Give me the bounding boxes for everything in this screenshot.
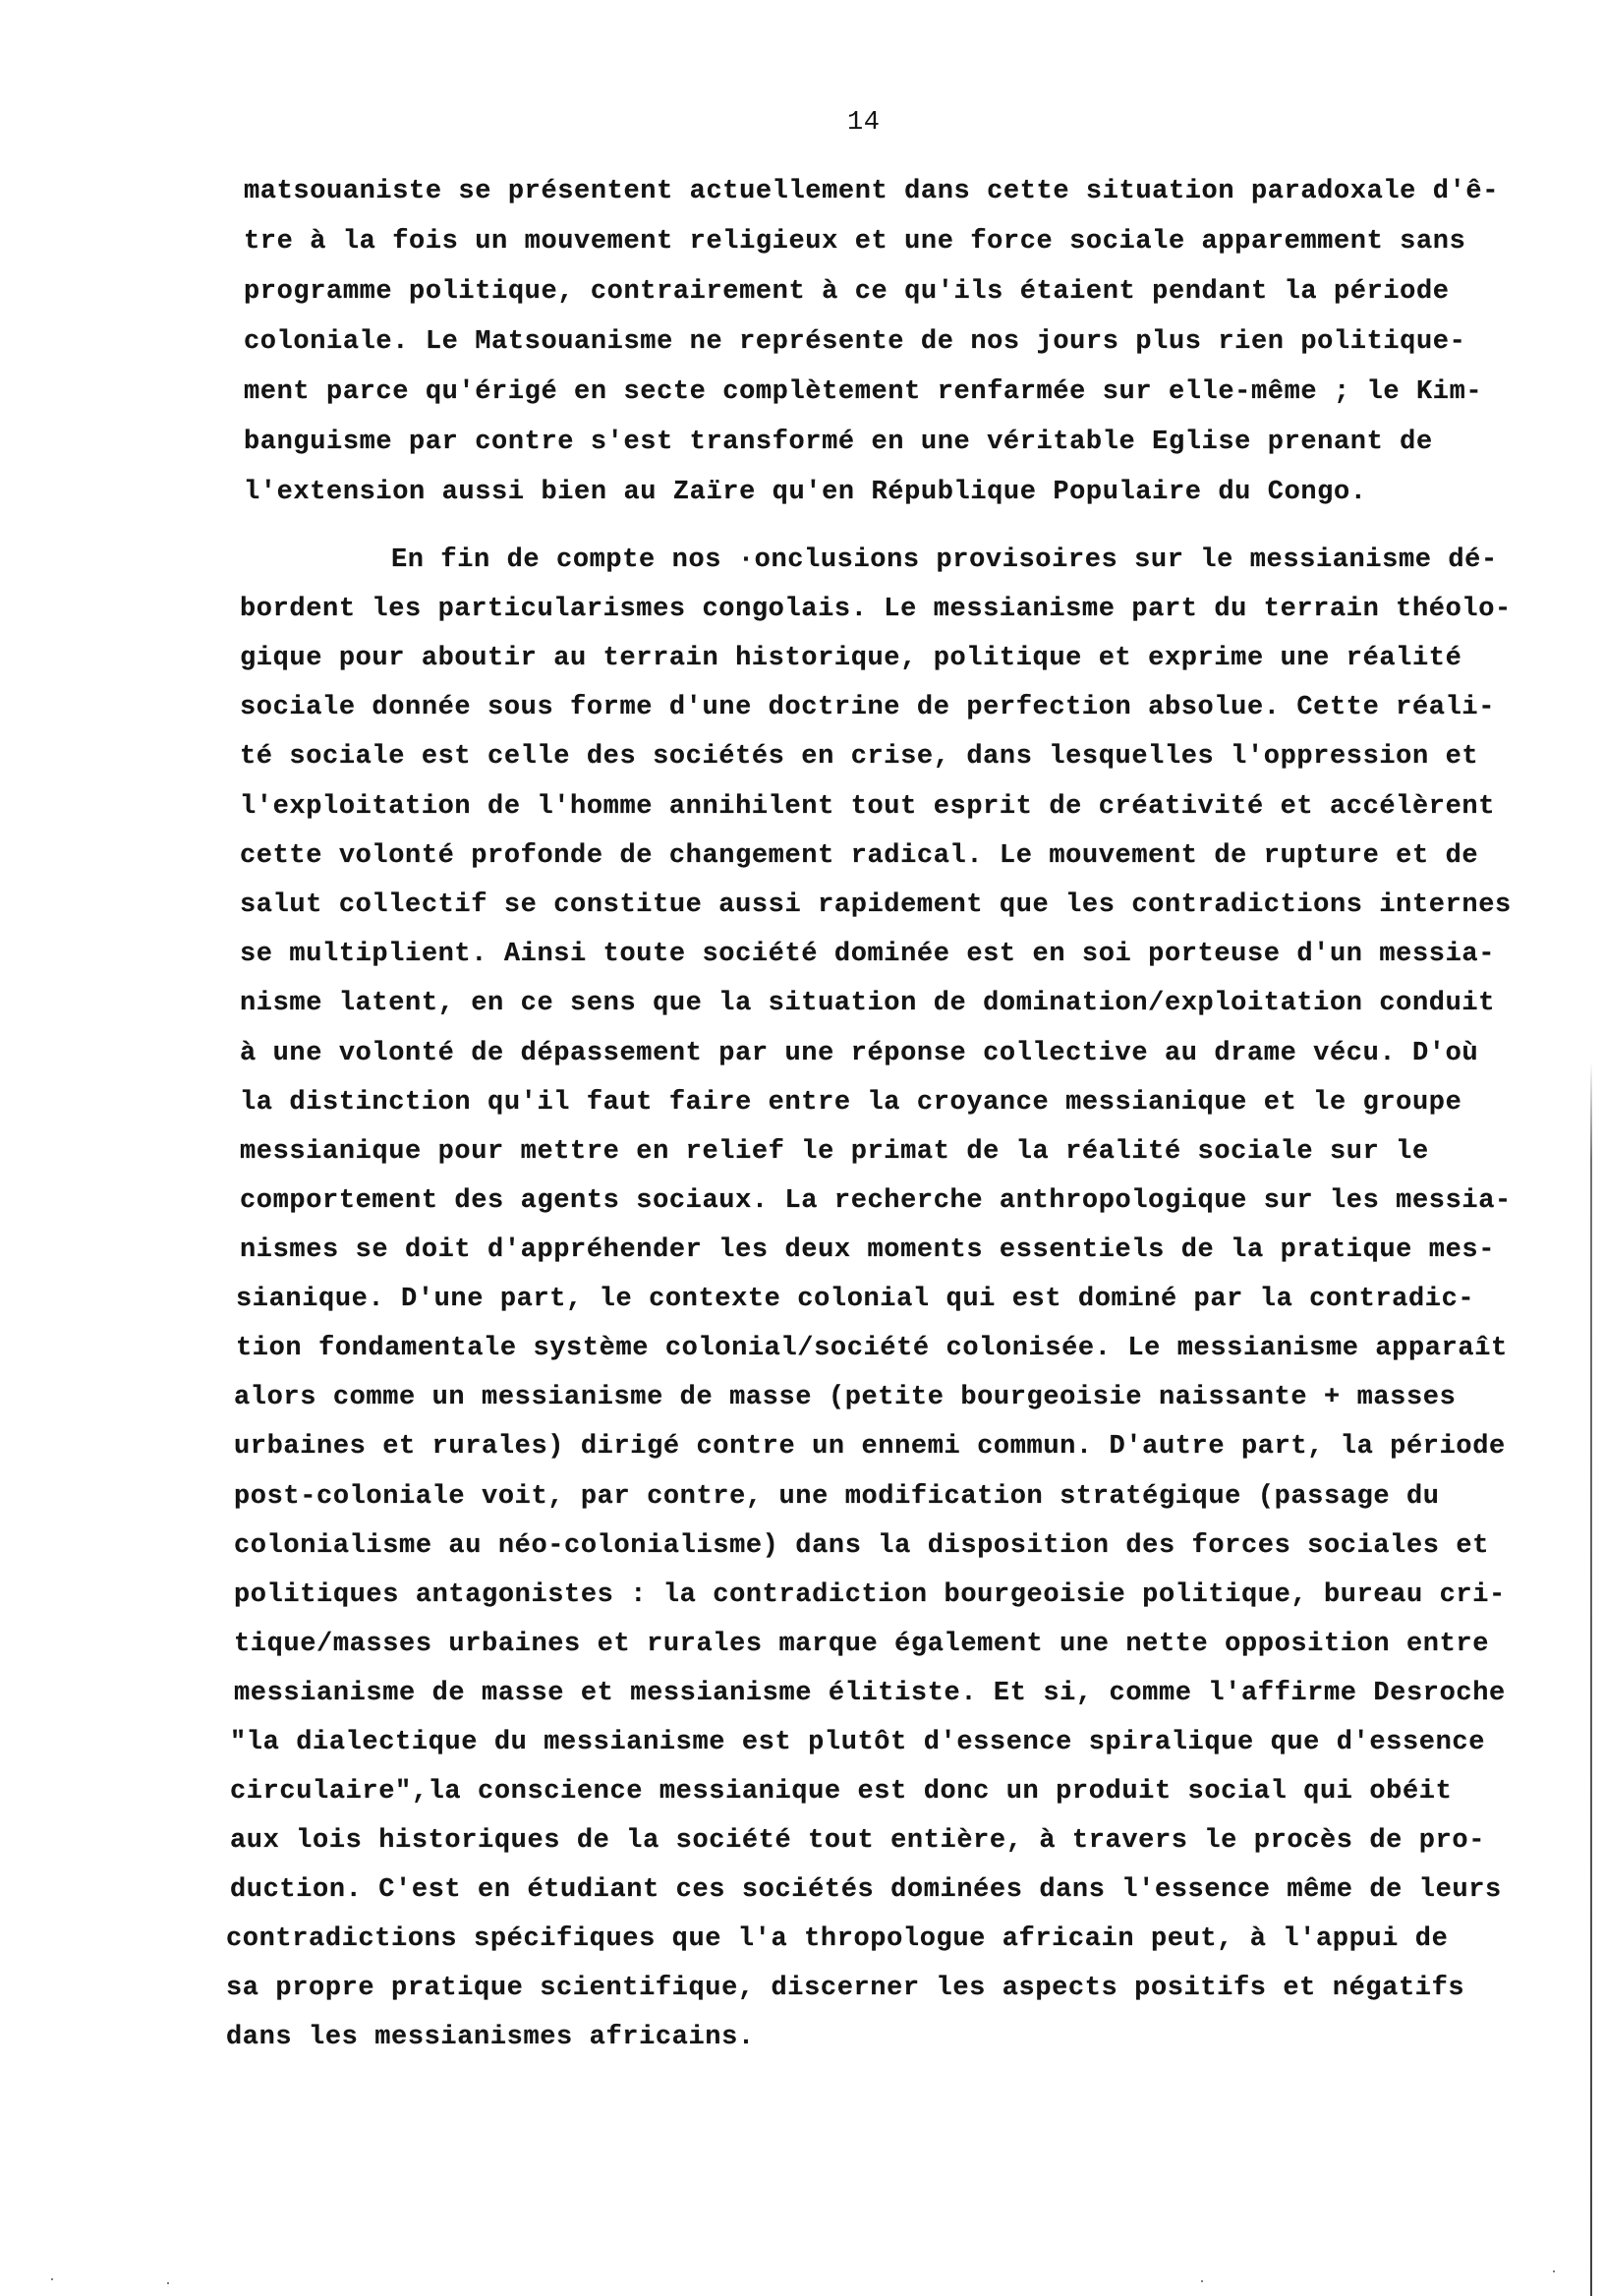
- text-line: à une volonté de dépassement par une réponse collective au drame vécu. D'où: [240, 1039, 1479, 1068]
- text-line: cette volonté profonde de changement radical. Le mouvement de rupture et de: [240, 841, 1479, 871]
- scan-speck: [1201, 2280, 1203, 2282]
- text-line: tion fondamentale système colonial/société colonisée. Le messianisme apparaît: [236, 1334, 1508, 1363]
- page-edge-shadow: [1590, 1062, 1592, 2296]
- text-line: se multiplient. Ainsi toute société dominée est en soi porteuse d'un messia-: [240, 940, 1495, 969]
- text-line: colonialisme au néo-colonialisme) dans la disposition des forces sociales et: [234, 1531, 1489, 1561]
- text-line: dans les messianismes africains.: [226, 2023, 755, 2052]
- page-number: 14: [847, 108, 881, 138]
- text-line: té sociale est celle des sociétés en crise, dans lesquelles l'oppression et: [240, 742, 1479, 772]
- text-line: ment parce qu'érigé en secte complètement renfarmée sur elle-même ; le Kim-: [244, 377, 1483, 407]
- text-line: sociale donnée sous forme d'une doctrine de perfection absolue. Cette réali-: [240, 693, 1495, 722]
- text-line: nisme latent, en ce sens que la situation de domination/exploitation conduit: [240, 989, 1495, 1018]
- text-line: "la dialectique du messianisme est plutôt d'essence spiralique que d'essence: [230, 1728, 1485, 1757]
- text-line: bordent les particularismes congolais. Le messianisme part du terrain théolo-: [240, 595, 1512, 624]
- text-line: aux lois historiques de la société tout entière, à travers le procès de pro-: [230, 1826, 1485, 1856]
- text-line: nismes se doit d'appréhender les deux moments essentiels de la pratique mes-: [240, 1235, 1495, 1265]
- text-line: comportement des agents sociaux. La recherche anthropologique sur les messia-: [240, 1186, 1512, 1216]
- text-line: coloniale. Le Matsouanisme ne représente de nos jours plus rien politique-: [244, 327, 1466, 357]
- text-line: En fin de compte nos ·onclusions provisoires sur le messianisme dé-: [391, 545, 1498, 575]
- text-line: politiques antagonistes : la contradiction bourgeoisie politique, bureau cri-: [234, 1580, 1506, 1610]
- scan-speck: [1553, 2270, 1555, 2272]
- text-line: contradictions spécifiques que l'a thropologue africain peut, à l'appui de: [226, 1924, 1449, 1954]
- text-line: sianique. D'une part, le contexte colonial qui est dominé par la contradic-: [236, 1285, 1475, 1314]
- text-line: banguisme par contre s'est transformé en une véritable Eglise prenant de: [244, 428, 1433, 457]
- text-line: alors comme un messianisme de masse (petite bourgeoisie naissante + masses: [234, 1383, 1457, 1412]
- text-line: la distinction qu'il faut faire entre la croyance messianique et le groupe: [240, 1088, 1462, 1118]
- text-line: messianisme de masse et messianisme élitiste. Et si, comme l'affirme Desroche: [234, 1679, 1506, 1708]
- text-line: duction. C'est en étudiant ces sociétés dominées dans l'essence même de leurs: [230, 1875, 1502, 1905]
- text-line: tique/masses urbaines et rurales marque également une nette opposition entre: [234, 1630, 1489, 1659]
- text-line: messianique pour mettre en relief le primat de la réalité sociale sur le: [240, 1137, 1429, 1167]
- text-line: matsouaniste se présentent actuellement dans cette situation paradoxale d'ê-: [244, 177, 1499, 206]
- text-line: programme politique, contrairement à ce qu'ils étaient pendant la période: [244, 277, 1450, 307]
- scan-speck: [167, 2282, 169, 2284]
- text-line: salut collectif se constitue aussi rapidement que les contradictions internes: [240, 890, 1512, 920]
- text-line: l'extension aussi bien au Zaïre qu'en République Populaire du Congo.: [244, 478, 1367, 507]
- text-line: circulaire",la conscience messianique est donc un produit social qui obéit: [230, 1777, 1453, 1807]
- text-line: sa propre pratique scientifique, discerner les aspects positifs et négatifs: [226, 1974, 1465, 2003]
- text-line: urbaines et rurales) dirigé contre un ennemi commun. D'autre part, la période: [234, 1432, 1506, 1462]
- text-line: gique pour aboutir au terrain historique, politique et exprime une réalité: [240, 644, 1462, 673]
- scan-speck: [51, 2278, 53, 2280]
- text-line: tre à la fois un mouvement religieux et une force sociale apparemment sans: [244, 227, 1466, 257]
- text-line: l'exploitation de l'homme annihilent tout esprit de créativité et accélèrent: [240, 792, 1495, 822]
- text-line: post-coloniale voit, par contre, une modification stratégique (passage du: [234, 1482, 1440, 1512]
